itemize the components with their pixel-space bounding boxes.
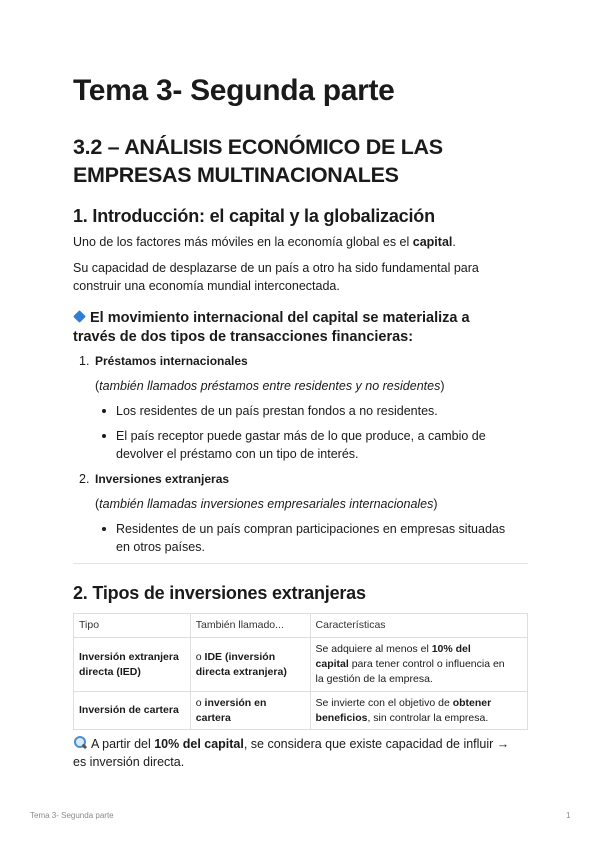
page-title: Tema 3- Segunda parte — [73, 74, 395, 107]
intro-paragraph-2-line-1: Su capacidad de desplazarse de un país a otro ha sido fundamental para — [73, 261, 479, 275]
footer-title: Tema 3- Segunda parte — [30, 811, 114, 820]
types-heading: 2. Tipos de inversiones extranjeras — [73, 583, 366, 603]
table-cell-alias: o inversión en cartera — [190, 692, 310, 730]
bullet-dot — [102, 527, 106, 531]
table-header-cell: También llamado... — [190, 614, 310, 638]
section-title-line-2: EMPRESAS MULTINACIONALES — [73, 163, 399, 187]
list-bullet-1-1: Los residentes de un país prestan fondos a no residentes. — [116, 404, 438, 418]
intro-paragraph-1: Uno de los factores más móviles en la economía global es el capital. — [73, 235, 456, 249]
table-row — [74, 692, 528, 730]
list-bullet-1-2-line-2: devolver el préstamo con un tipo de interés. — [116, 447, 359, 461]
table-cell-type: Inversión de cartera — [74, 692, 191, 730]
bullet-dot — [102, 434, 106, 438]
movement-heading: El movimiento internacional del capital se materializa a través de dos tipos de transacciones financieras: — [73, 310, 470, 345]
note-line-2: es inversión directa. — [73, 755, 185, 769]
section-title — [73, 133, 528, 189]
section-divider — [73, 563, 528, 564]
note-line-1: A partir del 10% del capital, se considera que existe capacidad de influir → — [73, 735, 509, 753]
table-cell-type: Inversión extranjera directa (IED) — [74, 638, 191, 692]
table-cell-alias: o IDE (inversión directa extranjera) — [190, 638, 310, 692]
list-number-1: 1. — [79, 354, 90, 368]
intro-paragraph-2-line-2: construir una economía mundial interconectada. — [73, 279, 340, 293]
list-bullet-2-1-line-1: Residentes de un país compran participaciones en empresas situadas — [116, 522, 506, 536]
table-header-row — [74, 614, 528, 638]
table-cell-features: Se adquiere al menos el 10% del capital para tener control o influencia en la gestión de la empresa. — [310, 638, 527, 692]
footer-page-number: 1 — [566, 811, 571, 820]
investment-types-table — [73, 613, 528, 730]
list-bullet-2-1-line-2: en otros países. — [116, 540, 205, 554]
list-item-note-1: (también llamados préstamos entre residentes y no residentes) — [95, 379, 445, 393]
blue-diamond-icon — [73, 310, 86, 323]
table-header-cell: Tipo — [74, 614, 191, 638]
list-item-title-2: Inversiones extranjeras — [95, 472, 230, 486]
list-number-2: 2. — [79, 472, 90, 486]
list-bullet-1-2-line-1: El país receptor puede gastar más de lo que produce, a cambio de — [116, 429, 486, 443]
intro-heading: 1. Introducción: el capital y la globalización — [73, 206, 435, 226]
table-row — [74, 638, 528, 692]
table-header-cell: Características — [310, 614, 527, 638]
bullet-dot — [102, 409, 106, 413]
section-title-line-1: 3.2 – ANÁLISIS ECONÓMICO DE LAS — [73, 135, 443, 159]
list-item-note-2: (también llamadas inversiones empresariales internacionales) — [95, 497, 438, 511]
table-cell-features: Se invierte con el objetivo de obtener beneficios, sin controlar la empresa. — [310, 692, 527, 730]
list-item-title-1: Préstamos internacionales — [95, 354, 248, 368]
magnifying-glass-icon — [73, 736, 88, 750]
